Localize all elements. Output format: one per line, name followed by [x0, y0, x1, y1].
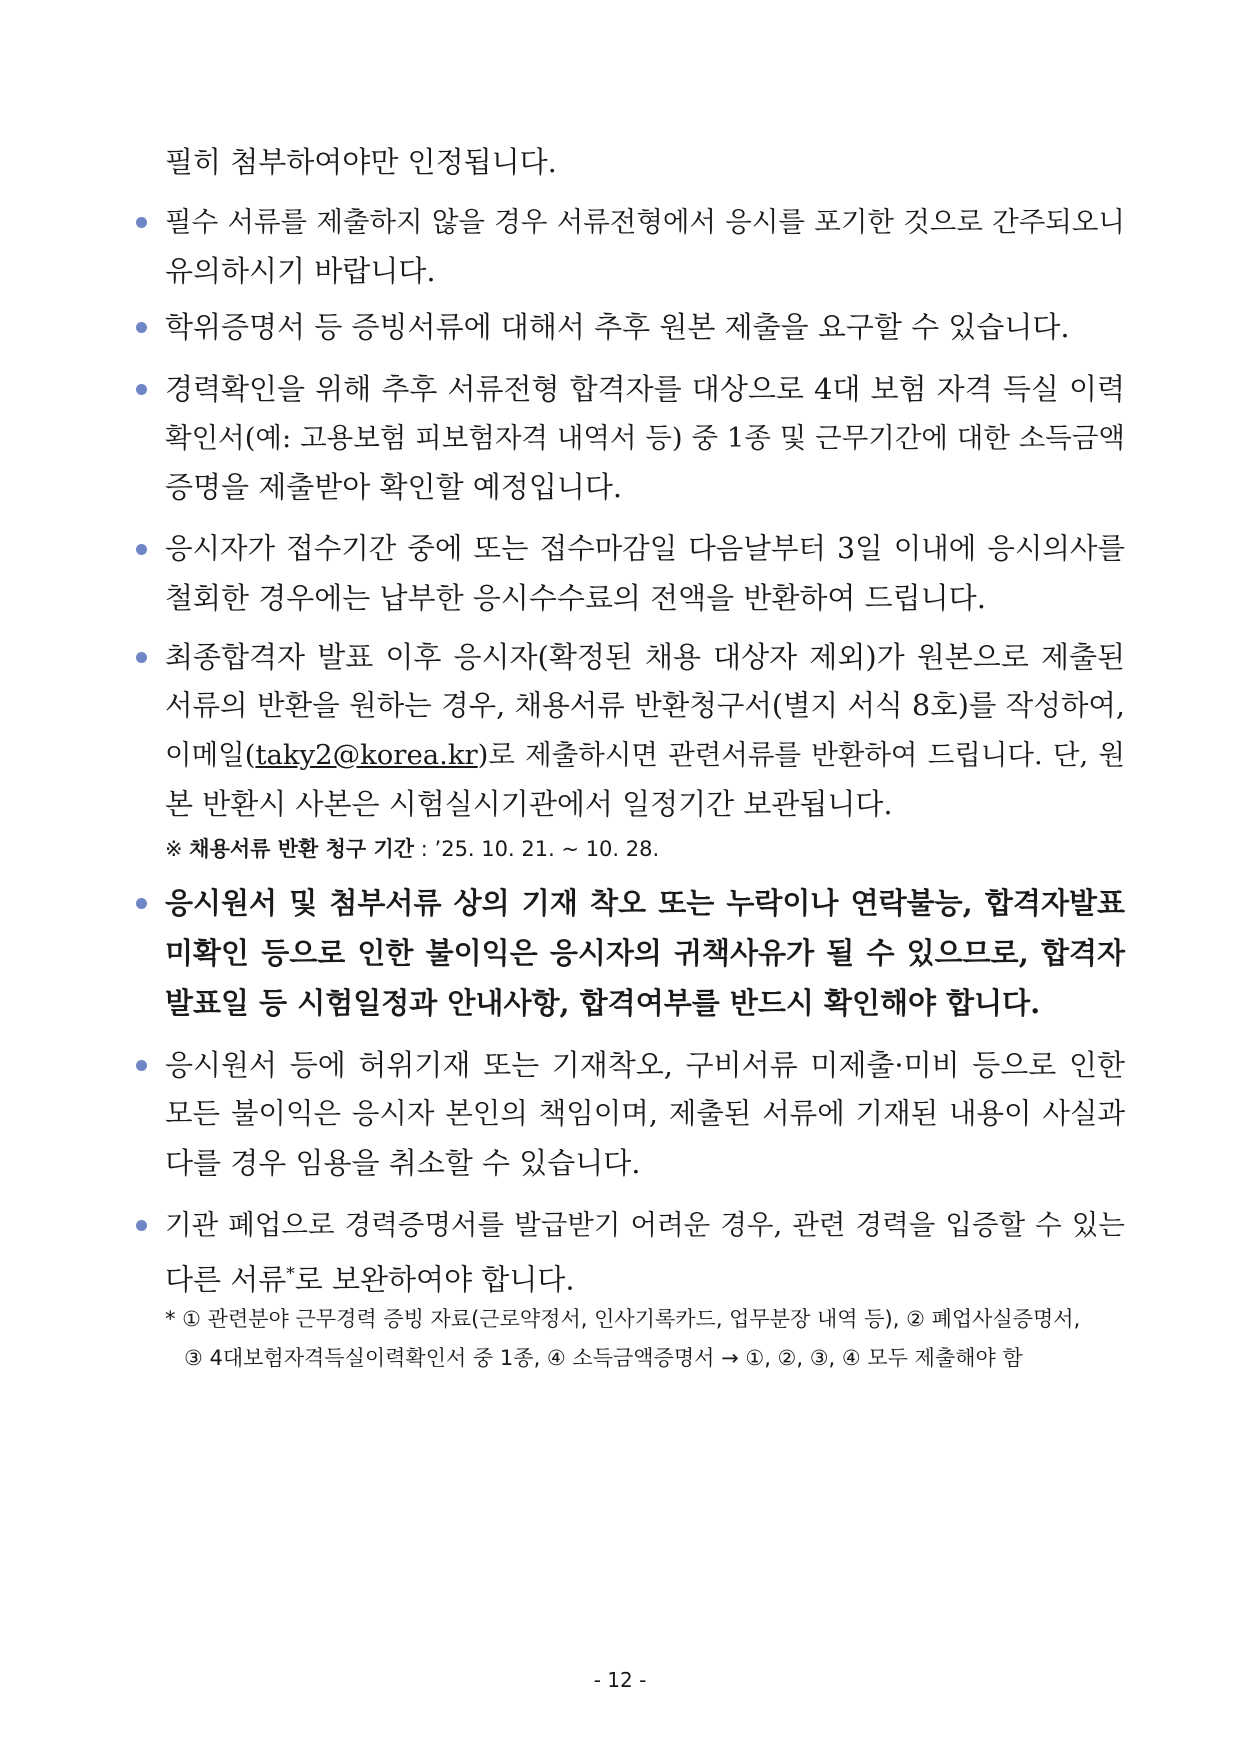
- footnote-line-2: ③ 4대보험자격득실이력확인서 중 1종, ④ 소득금액증명서 → ①, ②, ③, ④ 모두 제출해야 함: [184, 1346, 1023, 1370]
- bullet-icon: [136, 1220, 147, 1231]
- bullet-icon: [136, 217, 147, 228]
- footnote-text-after: 로 보완하여야 합니다.: [294, 1262, 575, 1297]
- bullet-icon: [136, 898, 147, 909]
- bullet-icon: [136, 1060, 147, 1071]
- item-5-line-4: 본 반환시 사본은 시험실시기관에서 일정기간 보관됩니다.: [165, 787, 893, 821]
- note-mark: ※: [165, 837, 183, 861]
- return-period-note: [165, 835, 659, 863]
- email-prefix: 이메일(: [165, 739, 256, 771]
- email-suffix: )로 제출하시면 관련서류를 반환하여 드립니다. 단, 원: [477, 739, 1125, 771]
- item-7-line-2: 모든 불이익은 응시자 본인의 책임이며, 제출된 서류에 기재된 내용이 사실과: [165, 1097, 1125, 1130]
- item-2-line-1: 학위증명서 등 증빙서류에 대해서 추후 원본 제출을 요구할 수 있습니다.: [165, 310, 1070, 344]
- item-6-line-1: 응시원서 및 첨부서류 상의 기재 착오 또는 누락이나 연락불능, 합격자발표: [165, 886, 1125, 920]
- item-1-line-1: 필수 서류를 제출하지 않을 경우 서류전형에서 응시를 포기한 것으로 간주되오니: [165, 206, 1125, 238]
- bullet-icon: [136, 384, 147, 395]
- bullet-icon: [136, 544, 147, 555]
- item-4-line-1: 응시자가 접수기간 중에 또는 접수마감일 다음날부터 3일 이내에 응시의사를: [165, 532, 1125, 565]
- item-8-line-1: 기관 폐업으로 경력증명서를 발급받기 어려운 경우, 관련 경력을 입증할 수 있는: [165, 1209, 1125, 1241]
- item-5-line-1: 최종합격자 발표 이후 응시자(확정된 채용 대상자 제외)가 원본으로 제출된: [165, 640, 1125, 674]
- note-label: 채용서류 반환 청구 기간: [189, 837, 415, 861]
- continuation-text: 필히 첨부하여야만 인정됩니다.: [165, 145, 557, 179]
- item-5-line-3: [165, 737, 1125, 773]
- item-6-line-3: 발표일 등 시험일정과 안내사항, 합격여부를 반드시 확인해야 합니다.: [165, 986, 1041, 1020]
- note-value: : ’25. 10. 21. ~ 10. 28.: [420, 837, 660, 861]
- email-link[interactable]: taky2@korea.kr: [255, 739, 478, 771]
- item-3-line-1: 경력확인을 위해 추후 서류전형 합격자를 대상으로 4대 보험 자격 득실 이력: [165, 372, 1125, 406]
- page-number: - 12 -: [593, 1668, 647, 1692]
- item-7-line-3: 다를 경우 임용을 취소할 수 있습니다.: [165, 1146, 641, 1180]
- item-4-line-2: 철회한 경우에는 납부한 응시수수료의 전액을 반환하여 드립니다.: [165, 581, 986, 615]
- item-1-line-2: 유의하시기 바랍니다.: [165, 254, 436, 288]
- item-7-line-1: 응시원서 등에 허위기재 또는 기재착오, 구비서류 미제출·미비 등으로 인한: [165, 1048, 1125, 1082]
- footnote-marker: *: [286, 1264, 295, 1284]
- item-6-line-2: 미확인 등으로 인한 불이익은 응시자의 귀책사유가 될 수 있으므로, 합격자: [165, 936, 1125, 970]
- item-8-line-2: [165, 1256, 1125, 1298]
- item-3-line-3: 증명을 제출받아 확인할 예정입니다.: [165, 470, 623, 504]
- footnote-text-before: 다른 서류: [165, 1262, 287, 1297]
- item-3-line-2: 확인서(예: 고용보험 피보험자격 내역서 등) 중 1종 및 근무기간에 대한 소득금액: [165, 422, 1125, 454]
- bullet-icon: [136, 322, 147, 333]
- item-5-line-2: 서류의 반환을 원하는 경우, 채용서류 반환청구서(별지 서식 8호)를 작성하여,: [165, 689, 1125, 722]
- footnote-line-1: * ① 관련분야 근무경력 증빙 자료(근로약정서, 인사기록카드, 업무분장 내역 등), ② 폐업사실증명서,: [165, 1307, 1081, 1331]
- bullet-icon: [136, 652, 147, 663]
